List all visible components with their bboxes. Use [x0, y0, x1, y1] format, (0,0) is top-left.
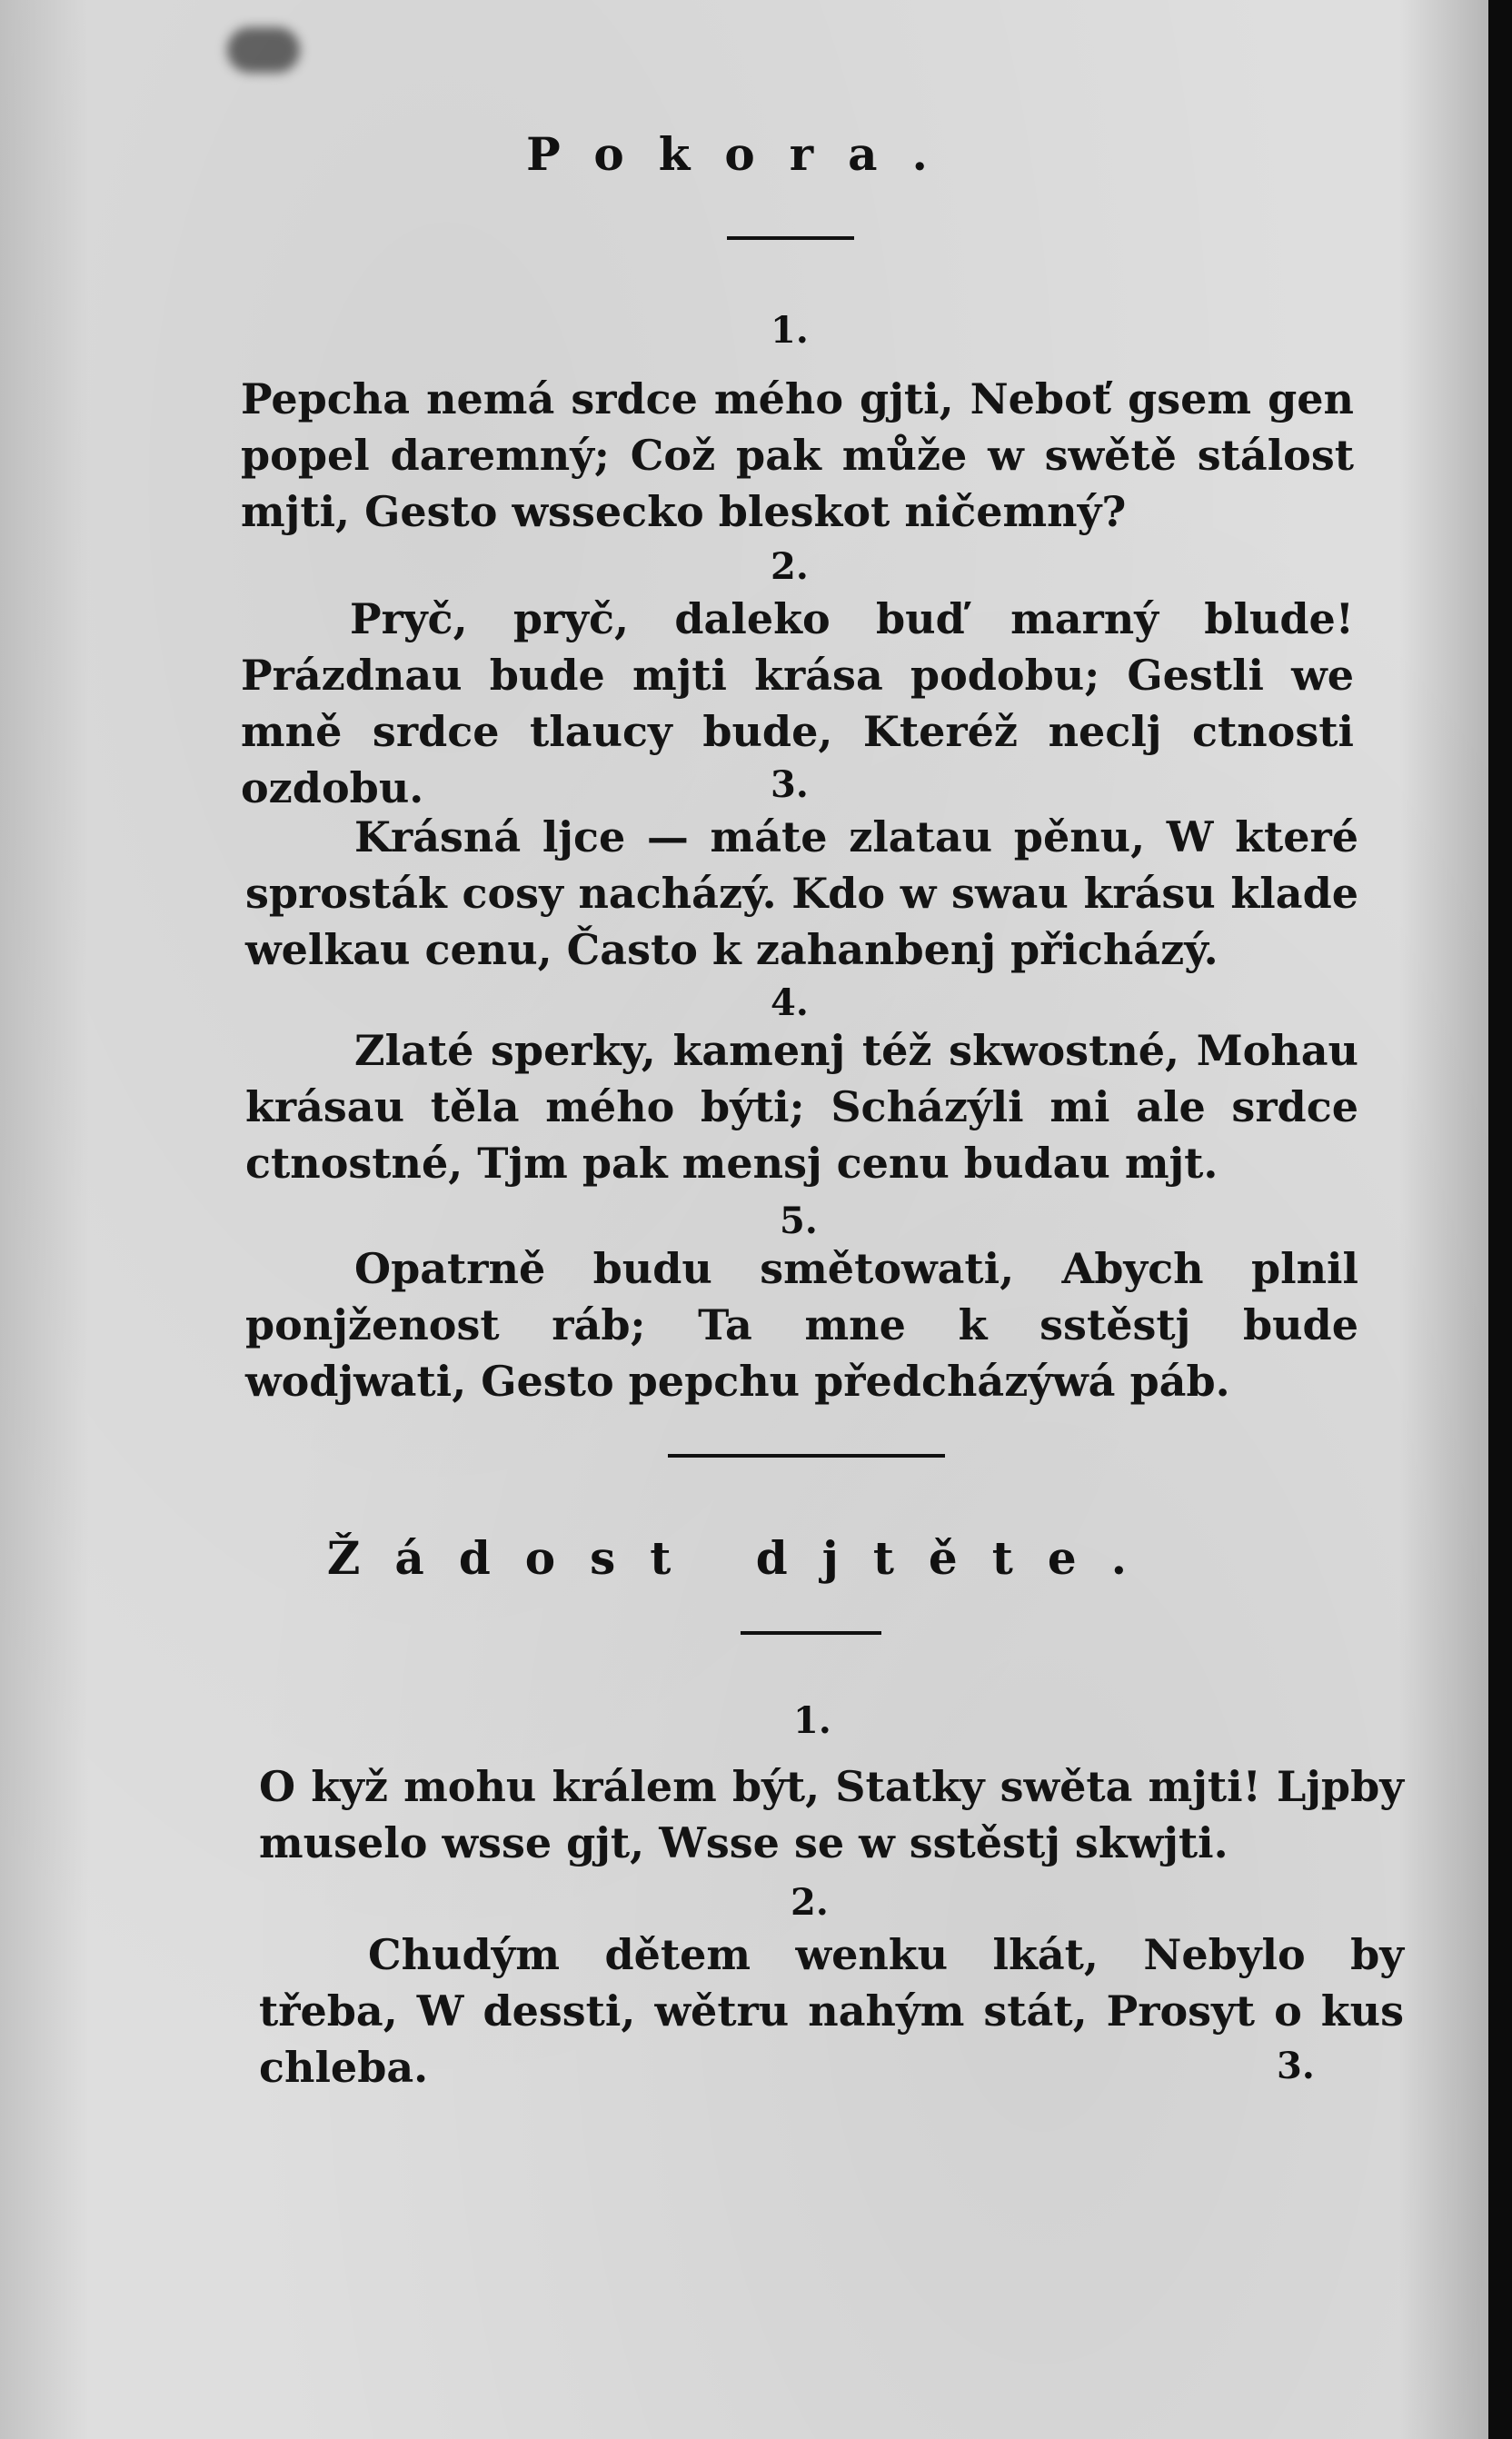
stanza-text: Zlaté sperky, kamenj též skwostné, Mohau krásau těla mého býti; Scházýli mi ale srdce ctnostné, Tjm pak mensj cenu budau mjt.	[245, 1026, 1358, 1188]
stanza-number: 5.	[780, 1200, 818, 1242]
stanza-number: 1.	[771, 309, 809, 352]
poem-title-zadost-ditete: Žádost djtěte.	[326, 1531, 1162, 1585]
stanza-text: Krásná ljce — máte zlatau pěnu, W které sprosták cosy nacházý. Kdo w swau krásu klade welkau cenu, Často k zahanbenj přicházý.	[245, 812, 1358, 974]
title-rule	[741, 1631, 881, 1635]
catchword: 3.	[1277, 2045, 1315, 2087]
stanza-text: O kyž mohu králem být, Statky swěta mjti! Ljpby muselo wsse gjt, Wsse se w sstěstj skwjti.	[259, 1762, 1404, 1867]
page-edge-shadow	[1488, 0, 1512, 2439]
stanza-number: 2.	[791, 1881, 829, 1924]
poem-title-pokora: Pokora.	[526, 127, 962, 181]
stanza-text: Pryč, pryč, daleko buď marný blude! Prázdnau bude mjti krása podobu; Gestli we mně srdce tlaucy bude, Kteréž neclj ctnosti ozdobu.	[241, 594, 1354, 812]
ink-smudge	[227, 27, 300, 73]
stanza-text: Opatrně budu smětowati, Abych plnil ponjženost ráb; Ta mne k sstěstj bude wodjwati, Gesto pepchu předcházýwá páb.	[245, 1244, 1358, 1406]
stanza-number: 2.	[771, 545, 809, 588]
section-divider	[668, 1454, 945, 1458]
stanza-text: Chudým dětem wenku lkát, Nebylo by třeba, W dessti, wětru nahým stát, Prosyt o kus chleba.	[259, 1930, 1404, 2092]
title-rule	[727, 236, 854, 240]
stanza-number: 3.	[771, 763, 809, 806]
stanza-text: Pepcha nemá srdce mého gjti, Neboť gsem gen popel daremný; Což pak může w swětě stálost mjti, Gesto wssecko bleskot ničemný?	[241, 374, 1354, 536]
stanza-number: 4.	[771, 981, 809, 1024]
stanza-number: 1.	[793, 1699, 831, 1742]
